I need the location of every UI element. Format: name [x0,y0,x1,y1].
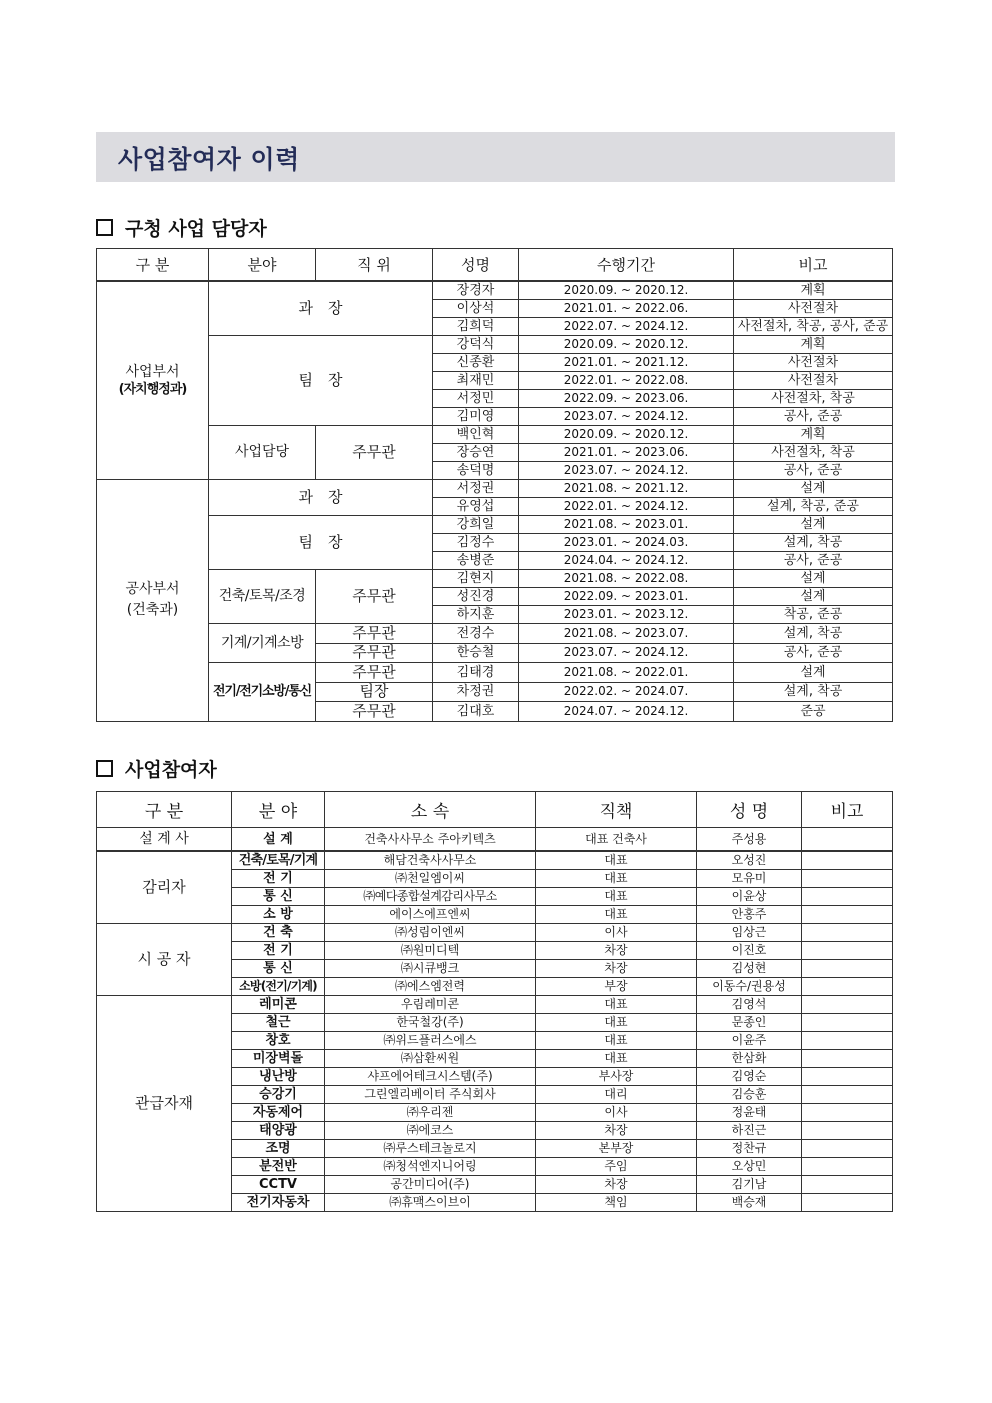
note-cell [802,1104,893,1122]
name-cell: 김영석 [697,996,802,1014]
note-cell: 공사, 준공 [734,408,893,426]
note-cell [802,1050,893,1068]
position-cell: 주무관 [316,702,433,722]
position-cell: 과 장 [209,281,433,336]
note-cell: 설계 [734,588,893,606]
name-cell: 장승연 [433,444,519,462]
header-cell: 직책 [536,792,697,828]
org-cell: 그린엘리베이터 주식회사 [325,1086,536,1104]
name-cell: 김승훈 [697,1086,802,1104]
name-cell: 주성용 [697,828,802,852]
org-cell: ㈜시큐뱅크 [325,960,536,978]
org-cell: 우림레미콘 [325,996,536,1014]
header-cell: 비고 [802,792,893,828]
note-cell: 사전절차 [734,372,893,390]
category-cell: 설 계 사 [97,828,232,852]
field-cell: 사업담당 [209,426,316,480]
table-header-row [97,792,893,828]
dept-sub: (건축과) [126,602,179,619]
field-cell: 레미콘 [232,996,325,1014]
name-cell: 하진근 [697,1122,802,1140]
period-cell: 2023.01. ~ 2023.12. [519,606,734,624]
name-cell: 송덕명 [433,462,519,480]
org-cell: 한국철강(주) [325,1014,536,1032]
header-cell: 성명 [433,249,519,282]
name-cell: 김성현 [697,960,802,978]
note-cell: 설계, 착공 [734,534,893,552]
table-row [97,426,893,444]
name-cell: 강희일 [433,516,519,534]
section1-heading: 구청 사업 담당자 [96,214,267,241]
header-cell: 구 분 [97,792,232,828]
field-cell: 창호 [232,1032,325,1050]
name-cell: 장경자 [433,281,519,300]
role-cell: 대표 [536,870,697,888]
name-cell: 최재민 [433,372,519,390]
name-cell: 서정민 [433,390,519,408]
category-cell: 감리자 [97,851,232,924]
name-cell: 이동수/권용성 [697,978,802,996]
period-cell: 2024.07. ~ 2024.12. [519,702,734,722]
note-cell [802,1068,893,1086]
category-cell: 관급자재 [97,996,232,1212]
position-cell: 주무관 [316,426,433,480]
position-cell: 주무관 [316,570,433,624]
note-cell: 계획 [734,336,893,354]
note-cell [802,924,893,942]
position-cell: 주무관 [316,624,433,644]
dept-cell [97,480,209,722]
period-cell: 2022.09. ~ 2023.06. [519,390,734,408]
field-cell: 분전반 [232,1158,325,1176]
field-cell: 전기/전기소방/통신 [209,663,316,722]
note-cell [802,960,893,978]
note-cell [802,1014,893,1032]
field-cell: 소방(전기/기계) [232,978,325,996]
period-cell: 2022.01. ~ 2022.08. [519,372,734,390]
field-cell: 통 신 [232,888,325,906]
period-cell: 2021.08. ~ 2023.01. [519,516,734,534]
role-cell: 대표 [536,1050,697,1068]
table-row [97,281,893,300]
org-cell: ㈜에스엠전력 [325,978,536,996]
field-cell: 건축/토목/기계 [232,851,325,870]
period-cell: 2021.08. ~ 2021.12. [519,480,734,498]
name-cell: 김태경 [433,663,519,683]
field-cell: 전 기 [232,942,325,960]
org-cell: 해담건축사사무소 [325,851,536,870]
note-cell [802,1176,893,1194]
period-cell: 2021.08. ~ 2022.08. [519,570,734,588]
page-title: 사업참여자 이력 [118,145,300,174]
name-cell: 김희덕 [433,318,519,336]
org-cell: ㈜성림이엔씨 [325,924,536,942]
name-cell: 김영순 [697,1068,802,1086]
org-cell: ㈜천일엠이씨 [325,870,536,888]
name-cell: 한삼화 [697,1050,802,1068]
checkbox-square-icon [96,219,113,236]
name-cell: 이상석 [433,300,519,318]
role-cell: 대표 [536,996,697,1014]
note-cell [802,851,893,870]
note-cell: 공사, 준공 [734,643,893,663]
note-cell [802,1158,893,1176]
note-cell [802,888,893,906]
note-cell: 사전절차 [734,300,893,318]
note-cell: 사전절차 [734,354,893,372]
org-cell: ㈜루스테크놀로지 [325,1140,536,1158]
field-cell: 승강기 [232,1086,325,1104]
header-cell: 수행기간 [519,249,734,282]
name-cell: 하지훈 [433,606,519,624]
period-cell: 2020.09. ~ 2020.12. [519,281,734,300]
header-cell: 분 야 [232,792,325,828]
period-cell: 2024.04. ~ 2024.12. [519,552,734,570]
name-cell: 신종환 [433,354,519,372]
role-cell: 대리 [536,1086,697,1104]
note-cell [802,978,893,996]
name-cell: 임상근 [697,924,802,942]
table-row [97,828,893,852]
org-cell: 공간미디어(주) [325,1176,536,1194]
checkbox-square-icon [96,760,113,777]
org-cell: ㈜청석엔지니어링 [325,1158,536,1176]
note-cell [802,996,893,1014]
name-cell: 송병준 [433,552,519,570]
name-cell: 오상민 [697,1158,802,1176]
dept-name: 공사부서 [125,581,180,598]
note-cell [802,1032,893,1050]
position-cell: 팀 장 [209,516,433,570]
org-cell: 건축사사무소 주아키텍츠 [325,828,536,852]
table-row [97,924,893,942]
field-cell: 설 계 [232,828,325,852]
role-cell: 대표 건축사 [536,828,697,852]
name-cell: 이윤상 [697,888,802,906]
name-cell: 모유미 [697,870,802,888]
note-cell [802,1194,893,1212]
field-cell: CCTV [232,1176,325,1194]
note-cell: 사전절차, 착공 [734,444,893,462]
org-cell: ㈜위드플러스에스 [325,1032,536,1050]
position-cell: 주무관 [316,643,433,663]
position-cell: 팀 장 [209,336,433,426]
name-cell: 백승재 [697,1194,802,1212]
role-cell: 차장 [536,1176,697,1194]
name-cell: 백인혁 [433,426,519,444]
role-cell: 부장 [536,978,697,996]
note-cell: 설계 [734,480,893,498]
period-cell: 2022.07. ~ 2024.12. [519,318,734,336]
name-cell: 김대호 [433,702,519,722]
field-cell: 건축/토목/조경 [209,570,316,624]
role-cell: 차장 [536,1122,697,1140]
participants-table [96,791,893,1212]
role-cell: 대표 [536,906,697,924]
name-cell: 이윤주 [697,1032,802,1050]
dept-sub: (자치행정과) [118,381,187,397]
note-cell [802,942,893,960]
header-cell: 구 분 [97,249,209,282]
note-cell: 설계 [734,570,893,588]
name-cell: 김현지 [433,570,519,588]
header-cell: 분야 [209,249,316,282]
position-cell: 팀장 [316,682,433,702]
field-cell: 전 기 [232,870,325,888]
period-cell: 2022.09. ~ 2023.01. [519,588,734,606]
note-cell: 공사, 준공 [734,462,893,480]
header-cell: 소 속 [325,792,536,828]
period-cell: 2022.01. ~ 2024.12. [519,498,734,516]
table-row [97,570,893,588]
role-cell: 대표 [536,851,697,870]
name-cell: 안홍주 [697,906,802,924]
field-cell: 철근 [232,1014,325,1032]
field-cell: 기계/기계소방 [209,624,316,663]
table-row [97,480,893,498]
field-cell: 냉난방 [232,1068,325,1086]
field-cell: 전기자동차 [232,1194,325,1212]
field-cell: 건 축 [232,924,325,942]
role-cell: 대표 [536,888,697,906]
role-cell: 차장 [536,960,697,978]
note-cell: 계획 [734,281,893,300]
dept-cell [97,281,209,480]
org-cell: ㈜휴맥스이브이 [325,1194,536,1212]
note-cell [802,1086,893,1104]
name-cell: 서정권 [433,480,519,498]
period-cell: 2020.09. ~ 2020.12. [519,336,734,354]
note-cell [802,828,893,852]
note-cell: 사전절차, 착공, 공사, 준공 [734,318,893,336]
name-cell: 김기남 [697,1176,802,1194]
role-cell: 대표 [536,1014,697,1032]
position-cell: 주무관 [316,663,433,683]
period-cell: 2023.01. ~ 2024.03. [519,534,734,552]
note-cell: 계획 [734,426,893,444]
name-cell: 한승철 [433,643,519,663]
note-cell: 공사, 준공 [734,552,893,570]
note-cell: 설계, 착공, 준공 [734,498,893,516]
role-cell: 주임 [536,1158,697,1176]
field-cell: 태양광 [232,1122,325,1140]
note-cell: 준공 [734,702,893,722]
table-row [97,336,893,354]
org-cell: 에이스에프엔씨 [325,906,536,924]
period-cell: 2021.01. ~ 2021.12. [519,354,734,372]
period-cell: 2023.07. ~ 2024.12. [519,408,734,426]
name-cell: 김정수 [433,534,519,552]
note-cell: 설계, 착공 [734,682,893,702]
period-cell: 2021.01. ~ 2022.06. [519,300,734,318]
note-cell [802,870,893,888]
role-cell: 부사장 [536,1068,697,1086]
header-cell: 성 명 [697,792,802,828]
dept-name: 사업부서 [125,363,180,380]
field-cell: 소 방 [232,906,325,924]
name-cell: 이진호 [697,942,802,960]
field-cell: 자동제어 [232,1104,325,1122]
name-cell: 오성진 [697,851,802,870]
period-cell: 2021.08. ~ 2023.07. [519,624,734,644]
table-row [97,996,893,1014]
period-cell: 2023.07. ~ 2024.12. [519,462,734,480]
role-cell: 책임 [536,1194,697,1212]
table-header-row [97,249,893,282]
name-cell: 성진경 [433,588,519,606]
org-cell: ㈜삼환씨원 [325,1050,536,1068]
note-cell: 설계 [734,516,893,534]
table-row [97,851,893,870]
position-cell: 과 장 [209,480,433,516]
table-row [97,624,893,644]
note-cell: 착공, 준공 [734,606,893,624]
header-cell: 직 위 [316,249,433,282]
table-row [97,663,893,683]
period-cell: 2020.09. ~ 2020.12. [519,426,734,444]
name-cell: 정찬규 [697,1140,802,1158]
field-cell: 조명 [232,1140,325,1158]
role-cell: 차장 [536,942,697,960]
name-cell: 정윤태 [697,1104,802,1122]
role-cell: 이사 [536,924,697,942]
org-cell: ㈜원미디텍 [325,942,536,960]
name-cell: 김미영 [433,408,519,426]
note-cell [802,1122,893,1140]
name-cell: 문종인 [697,1014,802,1032]
note-cell [802,1140,893,1158]
name-cell: 유영섭 [433,498,519,516]
note-cell: 설계, 착공 [734,624,893,644]
field-cell: 미장벽돌 [232,1050,325,1068]
name-cell: 전경수 [433,624,519,644]
note-cell: 사전절차, 착공 [734,390,893,408]
staff-table [96,248,893,722]
period-cell: 2022.02. ~ 2024.07. [519,682,734,702]
org-cell: ㈜우리젠 [325,1104,536,1122]
period-cell: 2023.07. ~ 2024.12. [519,643,734,663]
table-row [97,516,893,534]
name-cell: 강덕식 [433,336,519,354]
name-cell: 차정권 [433,682,519,702]
header-cell: 비고 [734,249,893,282]
org-cell: 샤프에어테크시스템(주) [325,1068,536,1086]
org-cell: ㈜예다종합설계감리사무소 [325,888,536,906]
role-cell: 이사 [536,1104,697,1122]
period-cell: 2021.08. ~ 2022.01. [519,663,734,683]
note-cell [802,906,893,924]
org-cell: ㈜에코스 [325,1122,536,1140]
role-cell: 대표 [536,1032,697,1050]
category-cell: 시 공 자 [97,924,232,996]
period-cell: 2021.01. ~ 2023.06. [519,444,734,462]
note-cell: 설계 [734,663,893,683]
role-cell: 본부장 [536,1140,697,1158]
field-cell: 통 신 [232,960,325,978]
section2-heading: 사업참여자 [96,755,217,782]
page-title-bar [96,132,895,182]
